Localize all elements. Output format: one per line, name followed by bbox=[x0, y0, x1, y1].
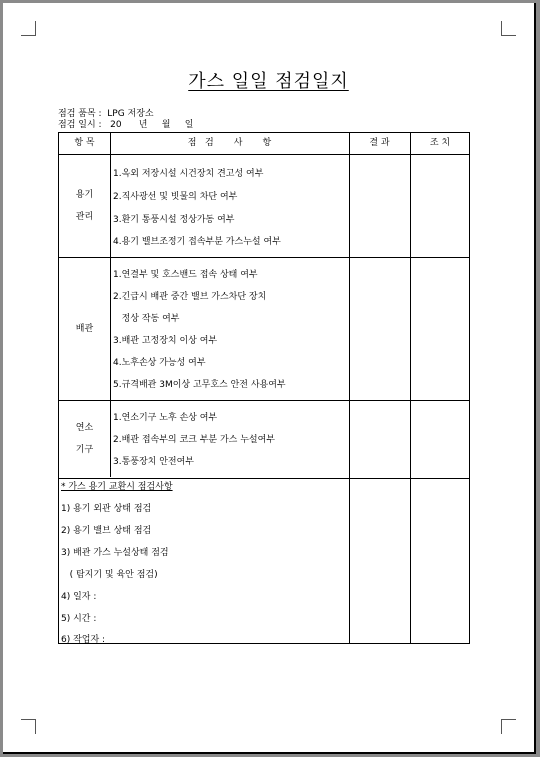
notes-item: 2) 용기 밸브 상태 점검 bbox=[61, 526, 152, 536]
notes-item: 3) 배관 가스 누설상태 점검 bbox=[61, 548, 169, 558]
table-hline bbox=[59, 154, 469, 155]
check-row: 4.용기 밸브조정기 접속부분 가스누설 여부 bbox=[113, 237, 281, 247]
inspection-item-line: 점검 품목 : LPG 저장소 bbox=[58, 109, 154, 119]
document-page bbox=[3, 3, 536, 754]
header-details: 점 검 사 항 bbox=[187, 138, 272, 148]
check-row: 3.통풍장치 안전여부 bbox=[113, 457, 195, 467]
document-title: 가스 일일 점검일지 bbox=[188, 71, 349, 92]
notes-item: 1) 용기 외관 상태 점검 bbox=[61, 504, 152, 514]
check-row: 1.연소기구 노후 손상 여부 bbox=[113, 413, 218, 423]
table-vline bbox=[110, 133, 111, 477]
notes-item: 6) 작업자 : bbox=[61, 635, 106, 645]
check-row: 정상 작동 여부 bbox=[113, 314, 180, 324]
category-label: 배관 bbox=[75, 324, 94, 334]
table-hline bbox=[59, 400, 469, 401]
check-row: 1.연결부 및 호스밴드 접속 상태 여부 bbox=[113, 270, 258, 280]
check-row: 2.직사광선 및 빗물의 차단 여부 bbox=[113, 192, 238, 202]
page-corner-mark bbox=[501, 719, 516, 734]
page-corner-mark bbox=[21, 21, 36, 36]
header-action: 조 치 bbox=[429, 138, 451, 148]
table-vline bbox=[410, 133, 411, 643]
page-corner-mark bbox=[21, 719, 36, 734]
category-label: 용기 관리 bbox=[75, 190, 94, 222]
inspection-table bbox=[58, 132, 470, 644]
header-result: 결 과 bbox=[369, 138, 390, 148]
category-label: 연소 기구 bbox=[75, 423, 94, 455]
check-row: 3.배관 고정장치 이상 여부 bbox=[113, 336, 218, 346]
page-corner-mark bbox=[501, 21, 516, 36]
check-row: 3.환기 통풍시설 정상가동 여부 bbox=[113, 215, 235, 225]
table-hline bbox=[59, 257, 469, 258]
check-row: 5.규격배관 3M이상 고무호스 안전 사용여부 bbox=[113, 380, 286, 390]
notes-item: 5) 시간 : bbox=[61, 614, 97, 624]
inspection-date-line: 점검 일시 : 20 년 월 일 bbox=[58, 120, 194, 130]
notes-item: ( 탐지기 및 육안 점검) bbox=[61, 570, 158, 580]
table-vline bbox=[349, 133, 350, 643]
notes-item: 4) 일자 : bbox=[61, 592, 97, 602]
notes-title: * 가스 용기 교환시 점검사항 bbox=[61, 482, 173, 492]
header-item: 항 목 bbox=[74, 138, 95, 148]
check-row: 2.긴급시 배관 중간 밸브 가스차단 장치 bbox=[113, 292, 267, 302]
check-row: 1.옥외 저장시설 시건장치 견고성 여부 bbox=[113, 169, 264, 179]
check-row: 4.노후손상 가능성 여부 bbox=[113, 358, 206, 368]
check-row: 2.배관 접속부의 코크 부분 가스 누설여부 bbox=[113, 435, 275, 445]
